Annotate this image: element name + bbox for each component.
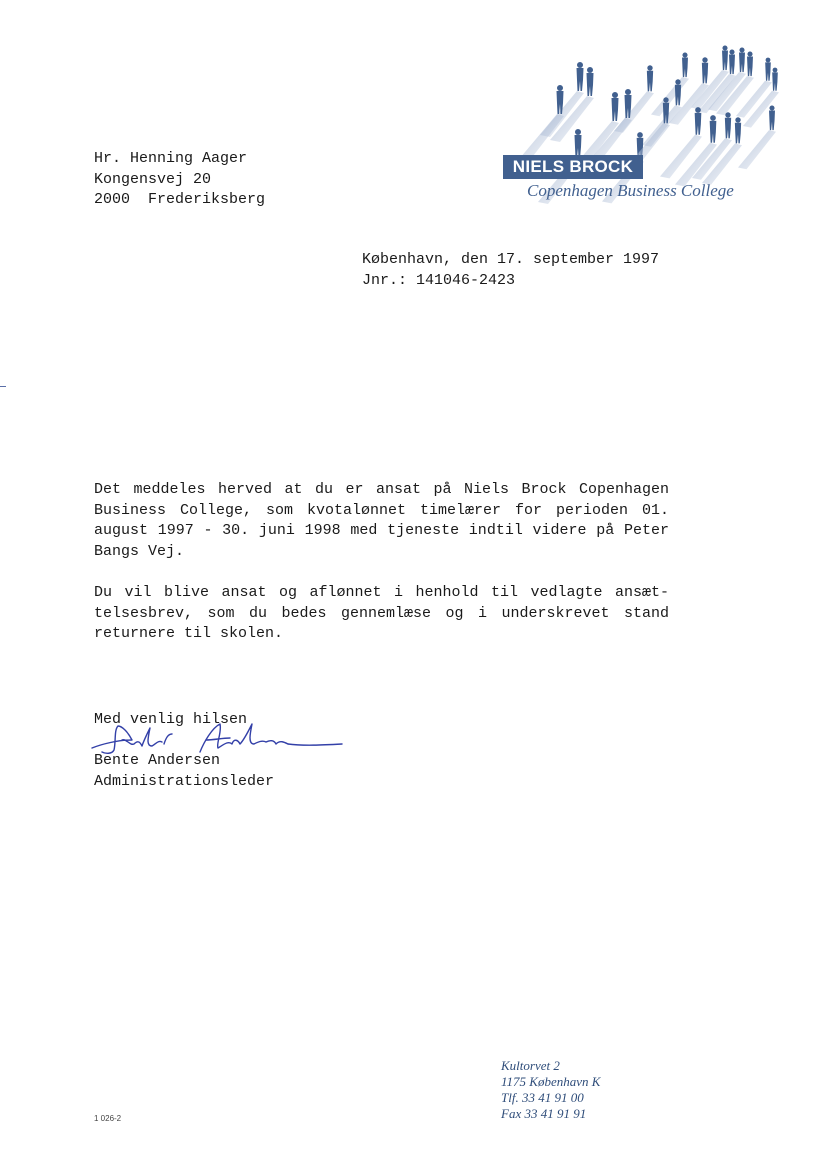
- letter-date: København, den 17. september 1997: [362, 251, 660, 268]
- figure-body: [682, 58, 688, 78]
- figure-head: [739, 47, 744, 52]
- figure-head: [769, 105, 774, 110]
- figure-body: [747, 57, 753, 77]
- figure-head: [637, 132, 643, 138]
- signer-title: Administrationsleder: [94, 772, 275, 790]
- figure-body: [587, 73, 594, 96]
- figure-body: [739, 53, 745, 73]
- figure-body: [765, 62, 771, 80]
- sender-address: [501, 1058, 600, 1122]
- figure-head: [729, 49, 734, 54]
- figure-head: [587, 67, 593, 73]
- journal-number: Jnr.: 141046-2423: [362, 271, 516, 289]
- figure-body: [612, 98, 619, 121]
- figure-head: [725, 112, 730, 117]
- figure-body: [769, 111, 775, 131]
- figure-head: [575, 129, 581, 135]
- figure-head: [663, 97, 668, 102]
- figure-body: [702, 63, 708, 84]
- figure-head: [710, 115, 716, 121]
- figure-body: [772, 72, 778, 90]
- recipient-name: Hr. Henning Aager: [94, 150, 248, 167]
- recipient-street: Kongensvej 20: [94, 170, 212, 188]
- sender-street: Kultorvet 2: [501, 1058, 560, 1073]
- figure-body: [675, 85, 681, 106]
- closing-greeting: Med venlig hilsen: [94, 711, 248, 728]
- sender-city: 1175 København K: [501, 1074, 601, 1089]
- figure-head: [675, 79, 680, 84]
- body-paragraph-1: Det meddeles herved at du er ansat på Niels Brock Copenhagen Business College, som kvotalønnet timelærer for perioden 01. august 1997 - 30. juni 1998 med tjeneste indtil videre på Peter Bangs Vej.: [94, 481, 669, 560]
- figure-head: [766, 58, 771, 63]
- figure-head: [722, 45, 727, 50]
- body-paragraph-2: Du vil blive ansat og aflønnet i henhold til vedlagte ansæt-telsesbrev, som du bedes gennemlæse og i underskrevet stand returnere til skolen.: [94, 584, 669, 642]
- figure-head: [735, 117, 740, 122]
- form-number: 1 026-2: [94, 1114, 122, 1123]
- recipient-address: [94, 149, 265, 211]
- sender-fax: Fax 33 41 91 91: [501, 1106, 587, 1121]
- figure-head: [773, 68, 778, 73]
- date-block: [362, 250, 659, 291]
- figure-body: [710, 121, 717, 143]
- figure-body: [647, 71, 653, 92]
- figure-head: [702, 57, 707, 62]
- figure-body: [722, 51, 728, 71]
- figure-body: [725, 118, 731, 139]
- figure-body: [729, 55, 735, 75]
- figure-head: [647, 65, 652, 70]
- figure-head: [695, 107, 701, 113]
- brand-subtitle: Copenhagen Business College: [527, 181, 734, 200]
- figure-head: [682, 52, 687, 57]
- signature-icon: [88, 718, 348, 758]
- figure-shadow: [738, 130, 776, 169]
- logo-walking-people-icon: [500, 40, 800, 240]
- figure-body: [735, 123, 741, 144]
- figure-body: [577, 68, 584, 91]
- figure-head: [612, 92, 618, 98]
- recipient-city: 2000 Frederiksberg: [94, 191, 266, 208]
- sender-phone: Tlf. 33 41 91 00: [501, 1090, 584, 1105]
- brand-name: NIELS BROCK: [503, 155, 643, 179]
- figure-head: [577, 62, 583, 68]
- figure-body: [695, 113, 702, 135]
- figure-head: [747, 51, 752, 56]
- figure-head: [557, 85, 563, 91]
- signer-name: Bente Andersen: [94, 752, 221, 769]
- margin-mark: [0, 386, 6, 387]
- figure-head: [625, 89, 631, 95]
